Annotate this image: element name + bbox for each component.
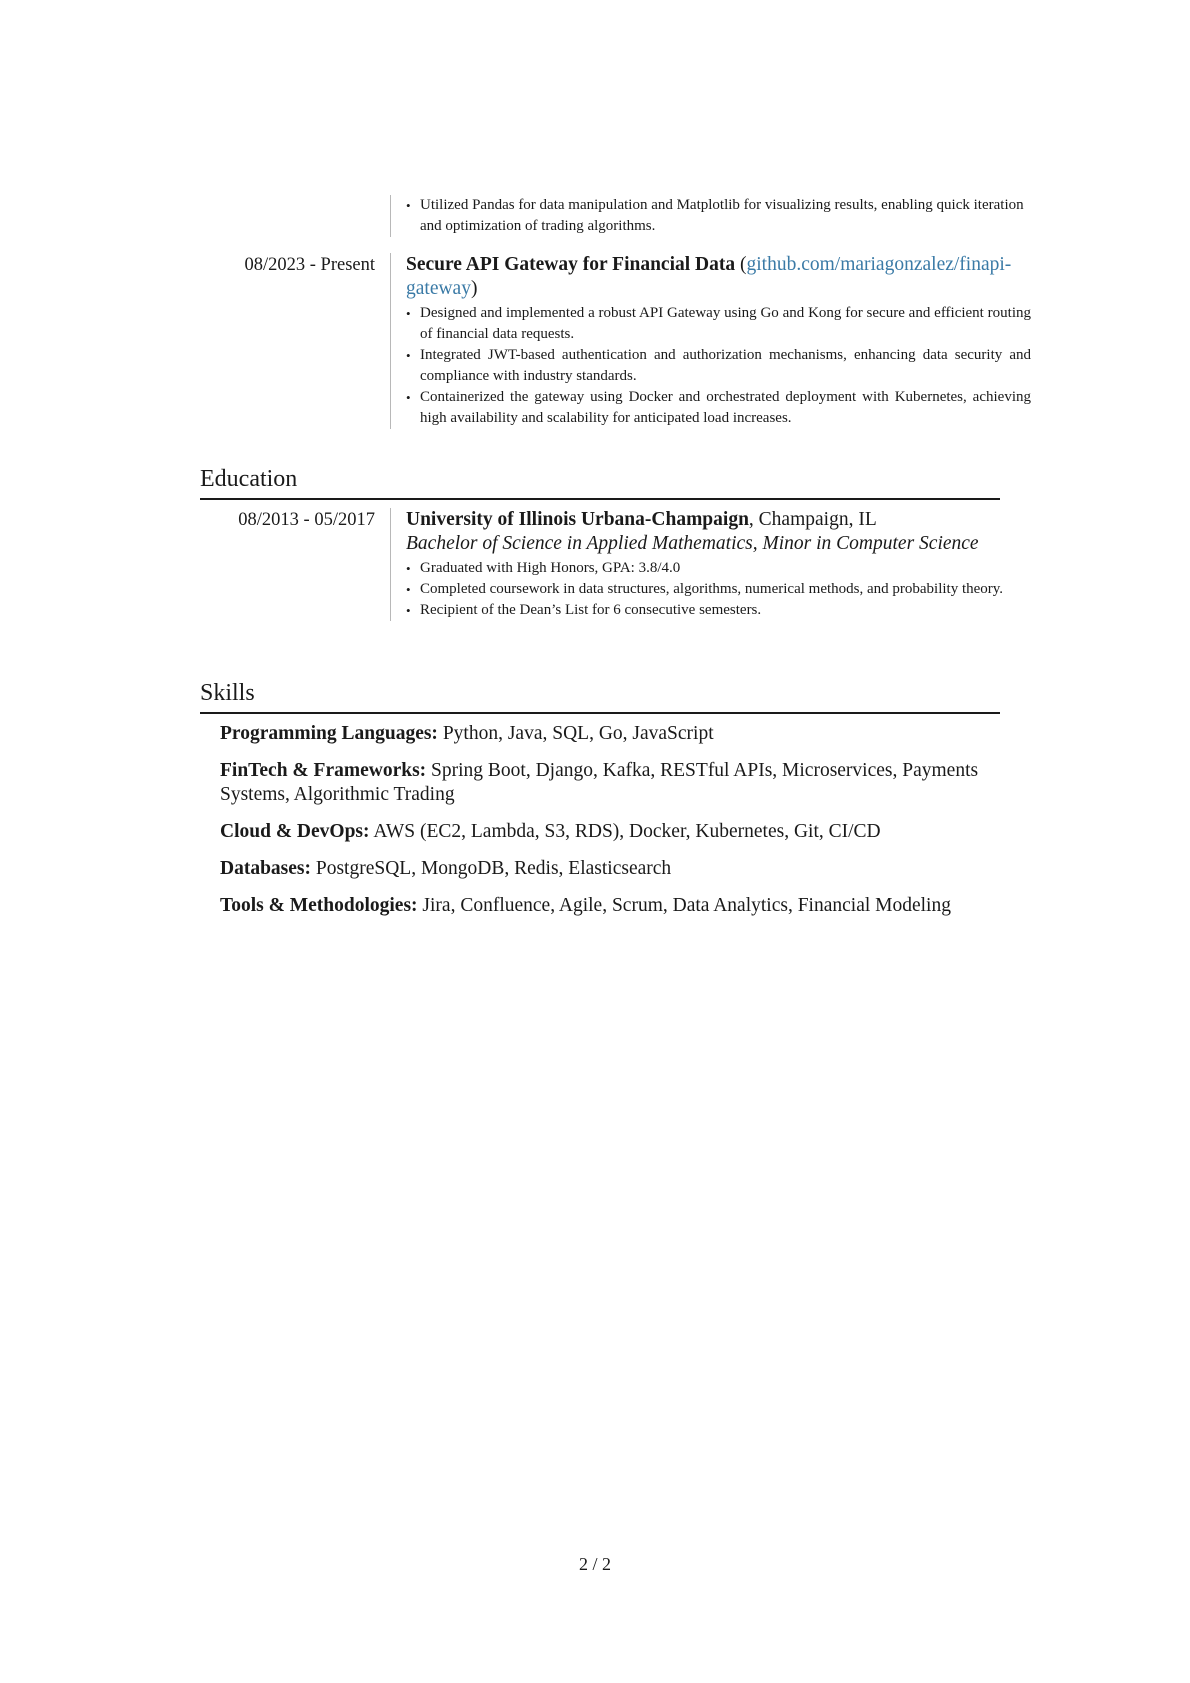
skills-section-header [200,678,1000,714]
education-location: , Champaign, IL [748,509,877,530]
skill-label: Programming Languages: [220,723,438,744]
skill-value: Spring Boot, Django, Kafka, RESTful APIs, Microservices, Payments Systems, Algorithmic Trading [220,760,979,805]
project-date: 08/2023 - Present [244,255,375,275]
section-rule [200,498,1000,500]
education-date: 08/2013 - 05/2017 [238,510,375,530]
project-title-line [406,253,1031,301]
project-entry-body [390,253,1031,429]
education-section-header [200,464,1000,500]
education-bullet: • Graduated with High Honors, GPA: 3.8/4.0 [406,558,1016,579]
project-link[interactable]: github.com/mariagonzalez/finapi-gateway [406,254,1012,299]
skill-label: Databases: [220,858,311,879]
skill-programming-languages [220,722,1000,746]
skill-value: Python, Java, SQL, Go, JavaScript [437,723,714,744]
section-rule [200,712,1000,714]
section-title-education: Education [200,466,298,492]
education-bullet: • Recipient of the Dean’s List for 6 consecutive semesters. [406,600,1016,621]
project-title: Secure API Gateway for Financial Data [406,254,736,275]
skill-value: Jira, Confluence, Agile, Scrum, Data Analytics, Financial Modeling [417,895,951,916]
skill-label: Cloud & DevOps: [220,821,370,842]
skill-value: PostgreSQL, MongoDB, Redis, Elasticsearch [311,858,672,879]
skill-tools-methodologies [220,894,1000,918]
project-bullet: • Designed and implemented a robust API Gateway using Go and Kong for secure and efficient routing of financial data requests. [406,303,1031,345]
project-bullet: • Utilized Pandas for data manipulation and Matplotlib for visualizing results, enabling quick iteration and optimization of trading algorithms. [406,195,1031,237]
skill-label: Tools & Methodologies: [220,895,418,916]
project-bullets [406,195,1031,237]
page-indicator: 2 / 2 [578,1554,611,1574]
skill-databases [220,857,1000,881]
project-link-paren-close: ) [470,278,478,299]
project-bullet: • Containerized the gateway using Docker and orchestrated deployment with Kubernetes, achieving high availability and scalability for anticipated load increases. [406,387,1031,429]
project-bullet: • Integrated JWT-based authentication and authorization mechanisms, enhancing data security and compliance with industry standards. [406,345,1031,387]
skills-list [220,722,1000,931]
education-bullet: • Completed coursework in data structures, algorithms, numerical methods, and probability theory. [406,579,1016,600]
skill-label: FinTech & Frameworks: [220,760,427,781]
education-entry-body [390,508,1016,621]
project-link-paren-open: ( [740,254,747,275]
skill-fintech-frameworks [220,759,1000,807]
education-bullets [406,558,1016,621]
section-title-skills: Skills [200,680,255,706]
project-entry-body [390,195,1031,237]
skill-cloud-devops [220,820,1000,844]
education-institution: University of Illinois Urbana-Champaign [406,509,749,530]
education-title-line [406,508,1016,532]
skill-value: AWS (EC2, Lambda, S3, RDS), Docker, Kubernetes, Git, CI/CD [369,821,881,842]
project-bullets [406,303,1031,429]
education-degree: Bachelor of Science in Applied Mathematics, Minor in Computer Science [406,533,979,554]
